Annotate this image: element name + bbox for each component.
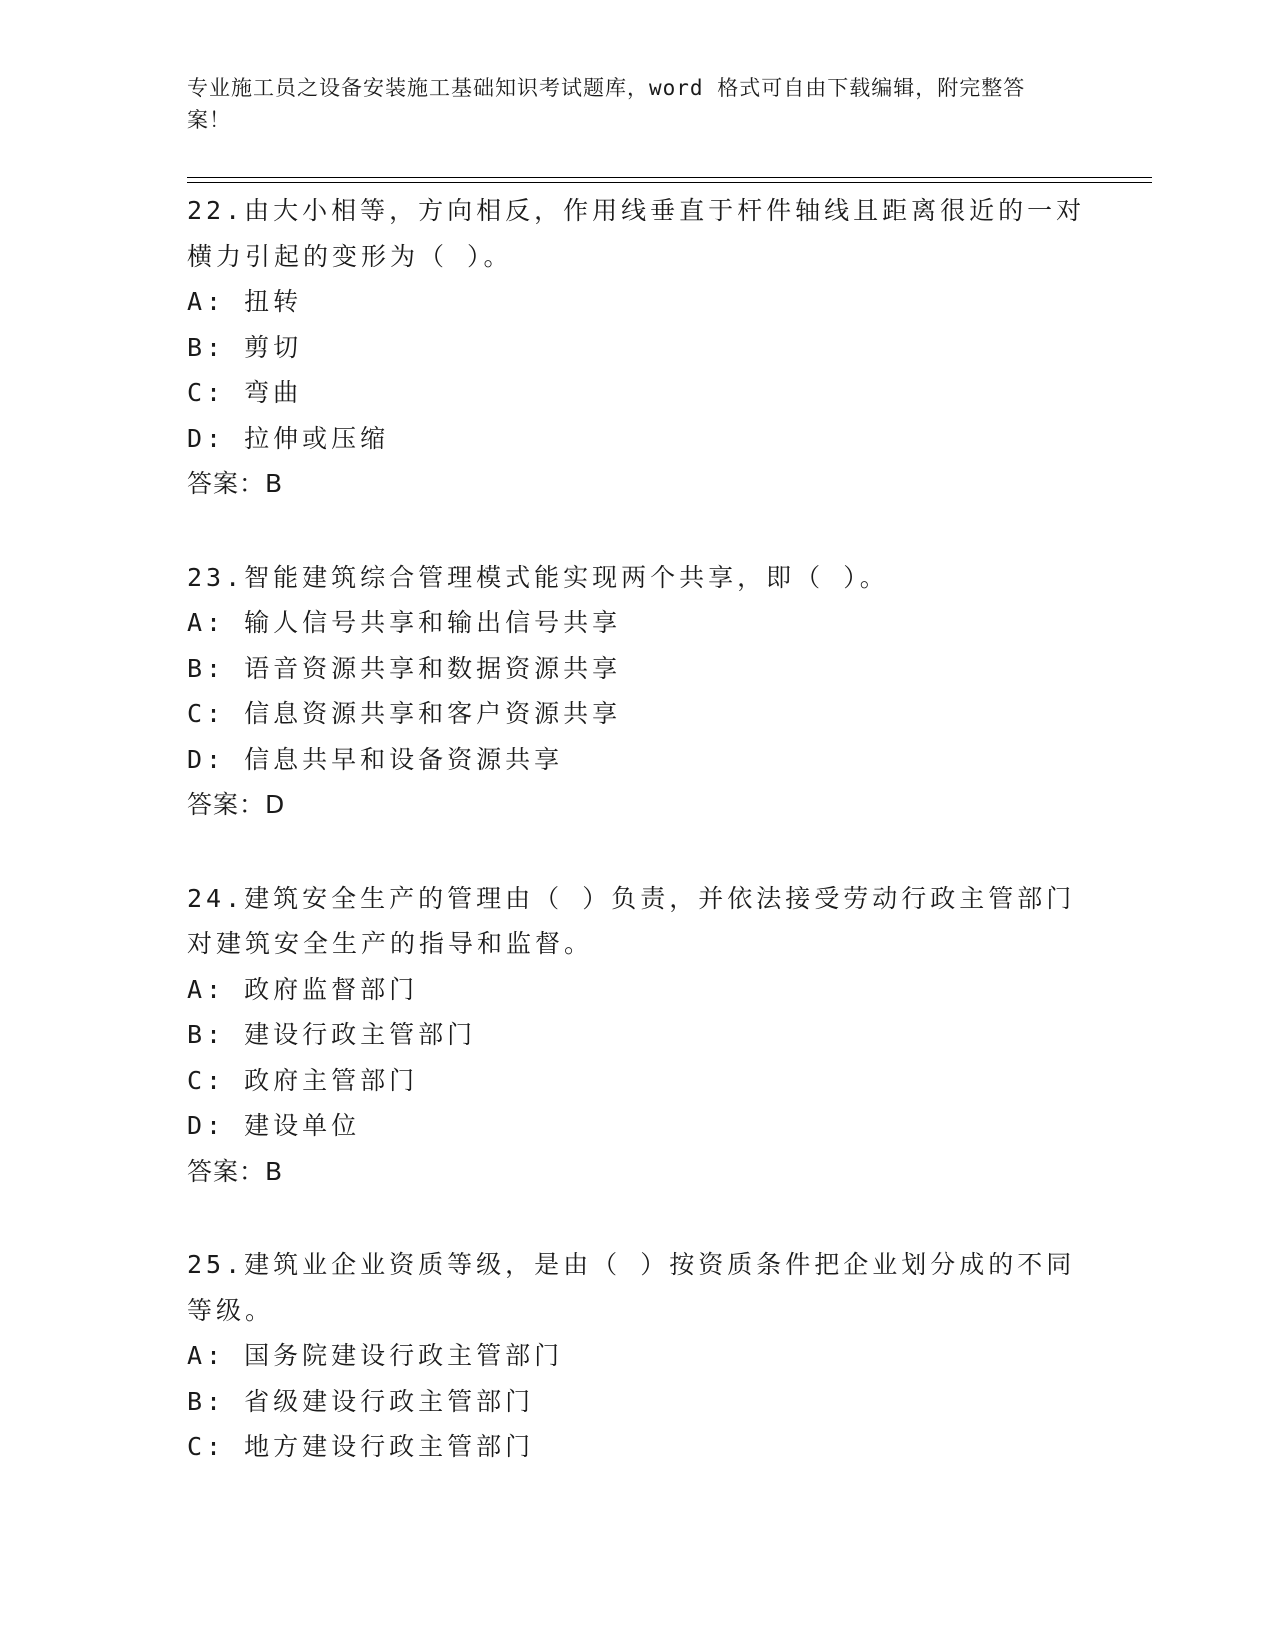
option-letter: B: <box>187 332 226 362</box>
answer-line: 答案：D <box>187 790 286 819</box>
question-text-line: 对建筑安全生产的指导和监督。 <box>187 929 594 958</box>
option-letter: D: <box>187 1111 226 1140</box>
option-text: 剪切 <box>244 332 303 362</box>
option-text: 地方建设行政主管部门 <box>244 1432 535 1461</box>
option-letter: A: <box>187 608 226 637</box>
option-b <box>187 1012 1087 1058</box>
question-number: 24. <box>187 883 245 913</box>
option-a <box>187 967 1087 1013</box>
answer-line: 答案：B <box>187 1156 284 1186</box>
option-letter: C: <box>187 378 226 407</box>
question-22 <box>187 188 1087 507</box>
question-text-line <box>187 1242 1087 1288</box>
option-text: 输人信号共享和输出信号共享 <box>244 608 622 637</box>
option-b <box>187 325 1087 371</box>
header-title: 专业施工员之设备安装施工基础知识考试题库，word 格式可自由下载编辑，附完整答案！ <box>187 76 1026 132</box>
option-letter: B: <box>187 653 226 683</box>
question-number: 25. <box>187 1250 245 1279</box>
option-c <box>187 1058 1087 1104</box>
question-stem: 建筑业企业资质等级，是由（ ）按资质条件把企业划分成的不同 <box>244 1250 1076 1279</box>
question-25 <box>187 1242 1087 1470</box>
question-text-line <box>187 876 1087 922</box>
option-letter: A: <box>187 1341 226 1370</box>
answer-line: 答案：B <box>187 469 284 498</box>
question-stem: 智能建筑综合管理模式能实现两个共享，即（ ）。 <box>244 562 889 592</box>
option-c <box>187 1424 1087 1470</box>
option-b <box>187 1379 1087 1425</box>
document-header <box>187 72 1067 136</box>
option-d <box>187 737 1087 783</box>
option-a <box>187 1333 1087 1379</box>
option-text: 国务院建设行政主管部门 <box>244 1341 564 1370</box>
option-letter: C: <box>187 1065 226 1095</box>
option-letter: C: <box>187 1432 226 1461</box>
option-text: 省级建设行政主管部门 <box>244 1386 535 1416</box>
header-divider-top <box>187 177 1152 178</box>
option-c <box>187 691 1087 737</box>
question-list <box>187 188 1087 1518</box>
option-letter: A: <box>187 287 226 316</box>
option-letter: A: <box>187 974 226 1004</box>
option-text: 拉伸或压缩 <box>244 423 390 453</box>
option-letter: C: <box>187 699 226 728</box>
question-number: 22. <box>187 196 245 225</box>
option-text: 政府监督部门 <box>244 974 419 1004</box>
option-text: 建设行政主管部门 <box>244 1020 477 1049</box>
option-c <box>187 370 1087 416</box>
option-text: 信息资源共享和客户资源共享 <box>244 699 622 728</box>
question-stem: 建筑安全生产的管理由（ ）负责，并依法接受劳动行政主管部门 <box>244 883 1076 913</box>
option-letter: D: <box>187 744 226 774</box>
option-letter: D: <box>187 423 226 453</box>
header-divider-bottom <box>187 182 1152 183</box>
option-d <box>187 1103 1087 1149</box>
option-b <box>187 646 1087 692</box>
option-text: 弯曲 <box>244 378 303 407</box>
option-text: 语音资源共享和数据资源共享 <box>244 653 622 683</box>
question-text-line: 横力引起的变形为（ ）。 <box>187 241 513 271</box>
option-a <box>187 600 1087 646</box>
question-text-line <box>187 555 1087 601</box>
option-letter: B: <box>187 1020 226 1049</box>
option-d <box>187 416 1087 462</box>
question-number: 23. <box>187 562 245 592</box>
option-a <box>187 279 1087 325</box>
option-text: 扭转 <box>244 287 303 316</box>
question-stem: 由大小相等，方向相反，作用线垂直于杆件轴线且距离很近的一对 <box>244 196 1086 225</box>
option-text: 政府主管部门 <box>244 1065 419 1095</box>
question-text-line <box>187 188 1087 234</box>
question-23 <box>187 555 1087 828</box>
option-letter: B: <box>187 1386 226 1416</box>
question-24 <box>187 876 1087 1195</box>
option-text: 建设单位 <box>244 1111 361 1140</box>
option-text: 信息共早和设备资源共享 <box>244 744 564 774</box>
question-text-line: 等级。 <box>187 1295 275 1325</box>
